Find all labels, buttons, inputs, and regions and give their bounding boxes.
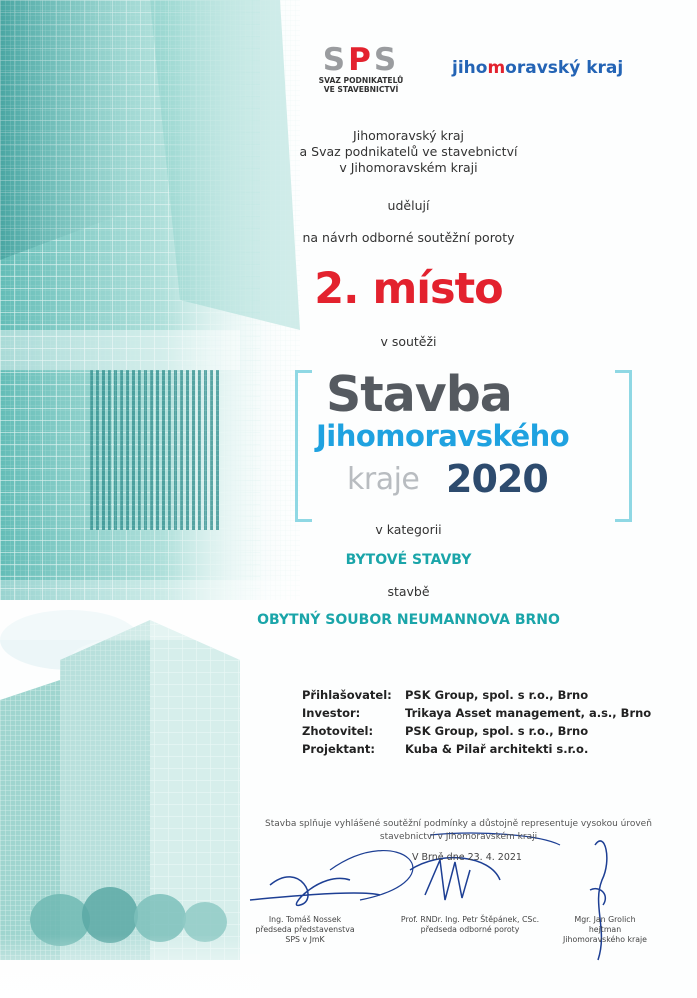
intro-line1: Jihomoravský kraj: [353, 128, 464, 143]
competition-logo-jiho: Jihomoravského: [316, 419, 570, 453]
sps-subtitle-line1: SVAZ PODNIKATELŮ: [318, 76, 404, 85]
category-value: BYTOVÉ STAVBY: [345, 552, 472, 568]
intro-line3: v Jihomoravském kraji: [339, 160, 478, 175]
building-label: stavbě: [387, 584, 430, 599]
grants-text: udělují: [387, 198, 430, 213]
sps-logo: [308, 44, 414, 94]
signature-block-sps: Ing. Tomáš Nossek předseda představenstva SPS v JmK: [255, 915, 355, 944]
intro-line2: a Svaz podnikatelů ve stavebnictví: [299, 144, 518, 159]
competition-logo-stavba: Stavba: [326, 366, 512, 423]
category-label: v kategorii: [375, 522, 442, 537]
sps-subtitle-line2: VE STAVEBNICTVÍ: [323, 85, 399, 94]
intro-block: [0, 128, 697, 176]
participant-row: Přihlašovatel: PSK Group, spol. s r.o., Brno: [302, 688, 589, 702]
logo-bracket-left: [295, 370, 312, 522]
sps-mark: SPS: [322, 42, 400, 78]
issue-date: V Brně dne 23. 4. 2021: [412, 852, 522, 863]
signature-block-governor: Mgr. Jan Grolich hejtman Jihomoravského kraje: [563, 915, 647, 944]
region-logo: jihomoravský kraj: [452, 58, 624, 78]
participant-row: Investor: Trikaya Asset management, a.s., Brno: [302, 706, 652, 720]
competition-logo-kraje: kraje: [347, 462, 420, 497]
participants-list: [302, 688, 651, 760]
signature-block-jury: Prof. RNDr. Ing. Petr Štěpánek, CSc. předseda odborné poroty: [400, 915, 540, 934]
place-title: 2. místo: [314, 264, 503, 314]
competition-logo-year: 2020: [446, 457, 548, 501]
building-value: OBYTNÝ SOUBOR NEUMANNOVA BRNO: [257, 612, 560, 628]
logo-bracket-right: [615, 370, 632, 522]
in-competition-text: v soutěži: [380, 334, 437, 349]
statement-note: Stavba splňuje vyhlášené soutěžní podmínky a důstojně representuje vysokou úroveň stavebnictví v Jihomoravském kraji: [265, 819, 652, 842]
proposal-text: na návrh odborné soutěžní poroty: [302, 230, 515, 245]
participant-row: Zhotovitel: PSK Group, spol. s r.o., Brno: [302, 724, 589, 738]
participant-row: Projektant: Kuba & Pilař architekti s.r.o.: [302, 742, 589, 756]
